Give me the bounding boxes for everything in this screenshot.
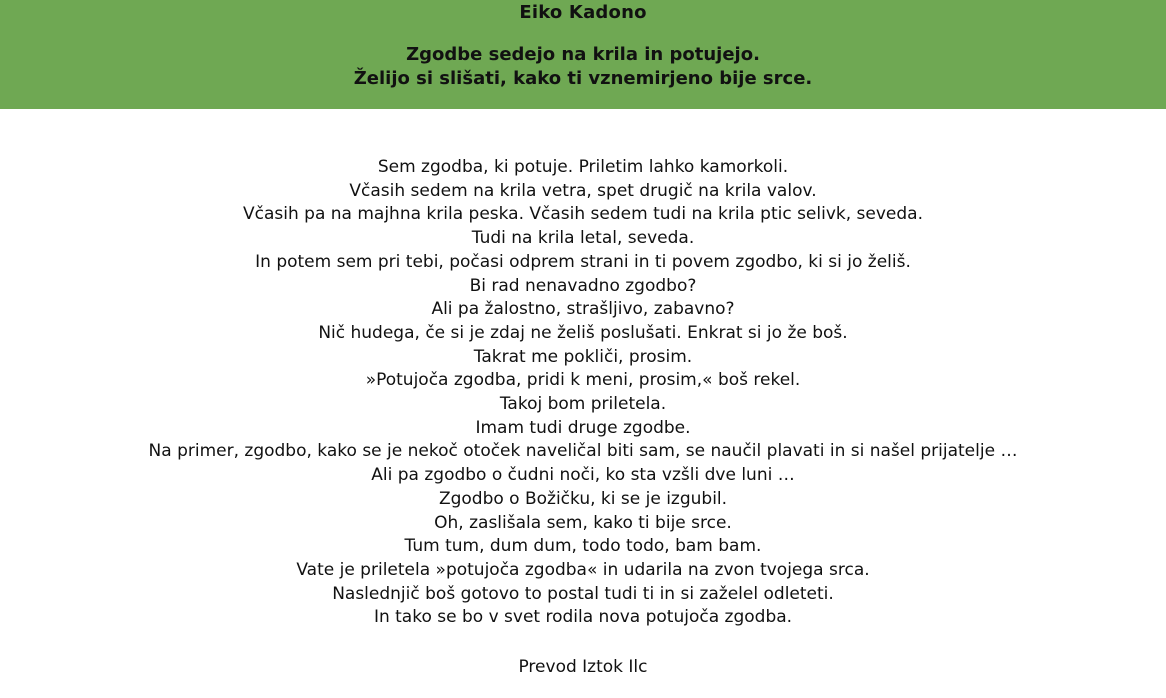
story-line: Oh, zaslišala sem, kako ti bije srce. [434, 512, 732, 533]
story-line: »Potujoča zgodba, pridi k meni, prosim,« boš rekel. [365, 370, 801, 391]
story-line: In tako se bo v svet rodila nova potujoča zgodba. [373, 607, 793, 628]
header-banner [0, 0, 1166, 109]
story-line: Nič hudega, če si je zdaj ne želiš poslušati. Enkrat si jo že boš. [318, 322, 848, 343]
subtitle-line: Želijo si slišati, kako ti vznemirjeno bije srce. [353, 68, 813, 89]
story-line: Tum tum, dum dum, todo todo, bam bam. [404, 536, 762, 557]
story-line: Takoj bom priletela. [499, 394, 667, 415]
story-text [0, 156, 1166, 630]
story-line: Imam tudi druge zgodbe. [475, 417, 691, 438]
story-line: Takrat me pokliči, prosim. [473, 346, 693, 367]
translator-credit: Prevod Iztok Ilc [518, 657, 648, 677]
story-line: Sem zgodba, ki potuje. Priletim lahko kamorkoli. [377, 157, 789, 177]
story-line: Ali pa žalostno, strašljivo, zabavno? [431, 299, 735, 320]
story-line: Zgodbo o Božičku, ki se je izgubil. [438, 488, 728, 509]
story-line: Včasih pa na majhna krila peska. Včasih sedem tudi na krila ptic selivk, seveda. [243, 204, 923, 225]
story-line: Bi rad nenavadno zgodbo? [469, 275, 697, 296]
story-line: Na primer, zgodbo, kako se je nekoč otoček naveličal biti sam, se naučil plavati in si našel prijatelje … [148, 441, 1018, 462]
book-subtitle [0, 43, 1166, 91]
story-line: Včasih sedem na krila vetra, spet drugič na krila valov. [349, 180, 817, 201]
story-line: Naslednjič boš gotovo to postal tudi ti in si zaželel odleteti. [332, 583, 834, 604]
story-line: In potem sem pri tebi, počasi odprem strani in ti povem zgodbo, ki si jo želiš. [255, 251, 911, 272]
story-line: Ali pa zgodbo o čudni noči, ko sta vzšli dve luni … [371, 465, 795, 486]
author-name: Eiko Kadono [519, 2, 647, 23]
subtitle-line: Zgodbe sedejo na krila in potujejo. [406, 44, 760, 65]
story-line: Tudi na krila letal, seveda. [471, 228, 695, 249]
story-line: Vate je priletela »potujoča zgodba« in udarila na zvon tvojega srca. [296, 559, 870, 580]
